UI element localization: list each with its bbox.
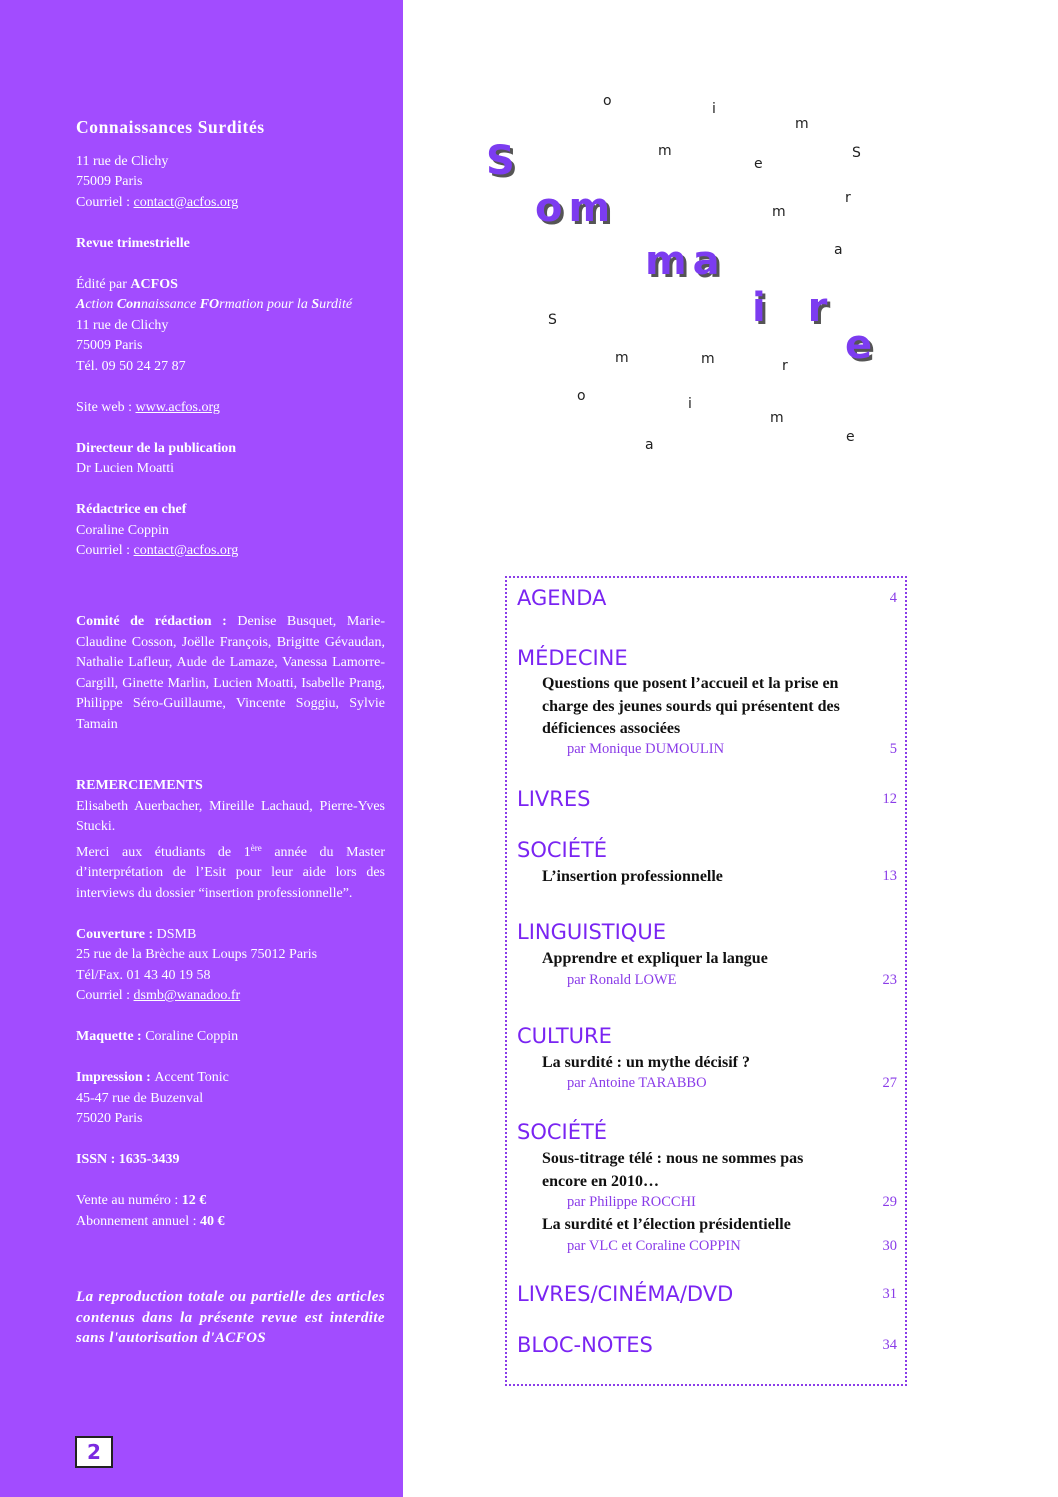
toc-section-title: SOCIÉTÉ bbox=[517, 1120, 608, 1144]
price-issue-label: Vente au numéro : bbox=[76, 1193, 182, 1208]
website-link[interactable]: www.acfos.org bbox=[135, 399, 220, 415]
scatter-letter: m bbox=[615, 350, 629, 366]
scatter-letter: o bbox=[577, 388, 586, 404]
page-number: 2 bbox=[75, 1436, 113, 1468]
toc-article[interactable]: La surdité et l’élection présidentielle bbox=[542, 1216, 791, 1233]
toc-section-societe[interactable] bbox=[517, 838, 897, 862]
acfos-address-2: 75009 Paris bbox=[76, 338, 143, 353]
scatter-letter: m bbox=[772, 204, 786, 220]
toc-section-title: SOCIÉTÉ bbox=[517, 838, 608, 862]
toc-author: par Antoine TARABBO bbox=[567, 1075, 707, 1091]
committee-block bbox=[76, 612, 385, 735]
price-issue: 12 € bbox=[181, 1193, 207, 1208]
scatter-letter: i bbox=[688, 396, 692, 412]
toc-section-title: LIVRES bbox=[517, 787, 591, 811]
thanks-text-a: Merci aux étudiants de 1 bbox=[76, 844, 251, 860]
cover-address: 25 rue de la Brèche aux Loups 75012 Paris bbox=[76, 947, 318, 962]
editor-name: Coraline Coppin bbox=[76, 522, 169, 538]
scatter-letter: m bbox=[701, 351, 715, 367]
org-name: Connaissances Surdités bbox=[76, 117, 265, 137]
scatter-letter: r bbox=[782, 358, 788, 374]
toc-page: 23 bbox=[882, 972, 897, 988]
thanks-text bbox=[76, 838, 385, 905]
print-name: Accent Tonic bbox=[154, 1070, 229, 1085]
website-line bbox=[76, 398, 385, 419]
toc-section-title: CULTURE bbox=[517, 1024, 612, 1048]
toc-section-agenda[interactable] bbox=[517, 586, 897, 610]
toc-article[interactable]: Questions que posent l’accueil et la prise en charge des jeunes sourds qui présentent des déficiences associées bbox=[542, 675, 840, 737]
toc-page: 12 bbox=[882, 791, 897, 807]
title-letters-om: om bbox=[535, 185, 617, 231]
toc-section-bloc-notes[interactable] bbox=[517, 1333, 897, 1357]
title-letter-s: S bbox=[486, 138, 521, 184]
cover-label: Couverture : bbox=[76, 926, 157, 942]
edited-by-line bbox=[76, 275, 385, 296]
toc-article[interactable]: L’insertion professionnelle bbox=[542, 868, 723, 885]
title-letters-ma: ma bbox=[645, 238, 726, 284]
acfos-text-4: urdité bbox=[319, 297, 353, 312]
toc-page: 5 bbox=[889, 741, 897, 757]
title-letters-ir: i r bbox=[752, 285, 842, 331]
toc-section-title: AGENDA bbox=[517, 586, 607, 610]
print-line bbox=[76, 1068, 385, 1089]
phone: Tél. 09 50 24 27 87 bbox=[76, 358, 186, 374]
scatter-letter: m bbox=[770, 410, 784, 426]
thanks-names: Elisabeth Auerbacher, Mireille Lachaud, Pierre-Yves Stucki. bbox=[76, 798, 385, 834]
scatter-letter: a bbox=[834, 242, 843, 258]
scatter-letter: i bbox=[712, 101, 716, 117]
acfos-letter-s: S bbox=[311, 297, 320, 312]
email-line bbox=[76, 193, 385, 214]
cover-email-label: Courriel : bbox=[76, 988, 134, 1003]
print-address-2: 75020 Paris bbox=[76, 1111, 143, 1126]
acfos-meaning bbox=[76, 295, 385, 316]
website-label: Site web : bbox=[76, 399, 136, 415]
masthead-block bbox=[76, 117, 385, 562]
address-line-2: 75009 Paris bbox=[76, 174, 143, 189]
toc-article[interactable]: Apprendre et expliquer la langue bbox=[542, 950, 768, 967]
cover-name: DSMB bbox=[156, 926, 197, 942]
acfos-letter-c: Con bbox=[116, 297, 141, 312]
periodicity: Revue trimestrielle bbox=[76, 235, 190, 251]
toc-section-societe-2[interactable] bbox=[517, 1120, 897, 1144]
cover-email-link[interactable]: dsmb@wanadoo.fr bbox=[133, 988, 241, 1003]
layout-label: Maquette : bbox=[76, 1029, 146, 1044]
scatter-letter: o bbox=[603, 93, 612, 109]
cover-email-line bbox=[76, 986, 385, 1007]
toc-section-livres-cinema-dvd[interactable] bbox=[517, 1282, 897, 1306]
toc-section-title: MÉDECINE bbox=[517, 646, 628, 670]
thanks-label: REMERCIEMENTS bbox=[76, 778, 203, 793]
toc-section-culture[interactable] bbox=[517, 1024, 897, 1048]
scatter-letter: e bbox=[846, 429, 855, 445]
toc-section-livres[interactable] bbox=[517, 787, 897, 811]
edited-by-prefix: Édité par bbox=[76, 276, 131, 292]
committee-paragraph bbox=[76, 612, 385, 735]
layout-line bbox=[76, 1027, 385, 1048]
toc-section-title: BLOC-NOTES bbox=[517, 1333, 653, 1357]
scatter-letter: r bbox=[845, 190, 851, 206]
edited-by-name: ACFOS bbox=[130, 276, 178, 292]
scatter-letter: S bbox=[852, 145, 861, 161]
director-name: Dr Lucien Moatti bbox=[76, 461, 174, 476]
editor-label: Rédactrice en chef bbox=[76, 502, 187, 517]
committee-label: Comité de rédaction : bbox=[76, 614, 238, 629]
email-label: Courriel : bbox=[76, 194, 134, 210]
price-sub-label: Abonnement annuel : bbox=[76, 1213, 201, 1229]
scatter-letter: e bbox=[754, 156, 763, 172]
toc-author: par Ronald LOWE bbox=[567, 972, 677, 988]
scatter-letter: m bbox=[658, 143, 672, 159]
toc-page: 27 bbox=[882, 1075, 897, 1091]
toc-author: par VLC et Coraline COPPIN bbox=[567, 1238, 741, 1254]
price-sub-line bbox=[76, 1212, 385, 1233]
price-issue-line bbox=[76, 1191, 385, 1212]
toc-section-title: LINGUISTIQUE bbox=[517, 920, 666, 944]
cover-line bbox=[76, 925, 385, 946]
acfos-letter-a: A bbox=[76, 297, 86, 312]
toc-article[interactable]: La surdité : un mythe décisif ? bbox=[542, 1054, 750, 1071]
toc-section-medecine[interactable] bbox=[517, 646, 897, 670]
committee-names: Denise Busquet, Marie-Claudine Cosson, Joëlle François, Brigitte Gévaudan, Nathalie Lafleur, Aude de Lamaze, Vanessa Lamorre-Cargill, Ginette Marlin, Lucien Moatti, Isabelle Prang, Philippe Séro-Guillaume, Vincente Soggiu, Sylvie Tamain bbox=[76, 614, 386, 732]
copyright-notice: La reproduction totale ou partielle des articles contenus dans la présente revue est interdite sans l'autorisation d'ACFOS bbox=[76, 1289, 385, 1346]
thanks-block bbox=[76, 776, 385, 1232]
toc-page: 31 bbox=[882, 1286, 897, 1302]
sidebar-panel bbox=[0, 0, 403, 1497]
thanks-text-b: année du Master d’interprétation de l’Esit pour leur aide lors des interviews du dossier “insertion professionnelle”. bbox=[76, 844, 385, 901]
toc-article[interactable]: Sous-titrage télé : nous ne sommes pas encore en 2010… bbox=[542, 1150, 804, 1190]
toc-section-title: LIVRES/CINÉMA/DVD bbox=[517, 1282, 734, 1306]
layout-name: Coraline Coppin bbox=[145, 1029, 239, 1044]
print-label: Impression : bbox=[76, 1070, 155, 1085]
scatter-letter: S bbox=[548, 312, 557, 328]
address-line-1: 11 rue de Clichy bbox=[76, 153, 169, 169]
editor-email-link[interactable]: contact@acfos.org bbox=[133, 543, 239, 558]
editor-email-line bbox=[76, 541, 385, 562]
email-link[interactable]: contact@acfos.org bbox=[133, 194, 239, 210]
scatter-letter: m bbox=[795, 116, 809, 132]
toc-author: par Philippe ROCCHI bbox=[567, 1194, 696, 1210]
toc-author: par Monique DUMOULIN bbox=[567, 741, 725, 757]
table-of-contents bbox=[505, 576, 907, 1386]
acfos-text-3: rmation pour la bbox=[219, 297, 312, 312]
director-label: Directeur de la publication bbox=[76, 440, 237, 456]
price-sub: 40 € bbox=[200, 1213, 225, 1229]
toc-page: 4 bbox=[889, 590, 897, 606]
toc-page: 30 bbox=[882, 1238, 897, 1254]
acfos-letter-fo: FO bbox=[199, 297, 220, 312]
acfos-address-1: 11 rue de Clichy bbox=[76, 317, 169, 333]
print-address-1: 45-47 rue de Buzenval bbox=[76, 1090, 204, 1106]
editor-email-label: Courriel : bbox=[76, 543, 134, 558]
issn: ISSN : 1635-3439 bbox=[76, 1152, 180, 1167]
toc-page: 34 bbox=[882, 1337, 897, 1353]
thanks-text-sup: ère bbox=[250, 842, 262, 853]
toc-section-linguistique[interactable] bbox=[517, 920, 897, 944]
scatter-letter: a bbox=[645, 437, 654, 453]
acfos-text-2: naissance bbox=[140, 297, 200, 312]
toc-page: 29 bbox=[882, 1194, 897, 1210]
cover-phone: Tél/Fax. 01 43 40 19 58 bbox=[76, 967, 211, 983]
title-letter-e: e bbox=[845, 322, 879, 368]
toc-page: 13 bbox=[882, 868, 897, 884]
acfos-text-1: ction bbox=[85, 297, 117, 312]
